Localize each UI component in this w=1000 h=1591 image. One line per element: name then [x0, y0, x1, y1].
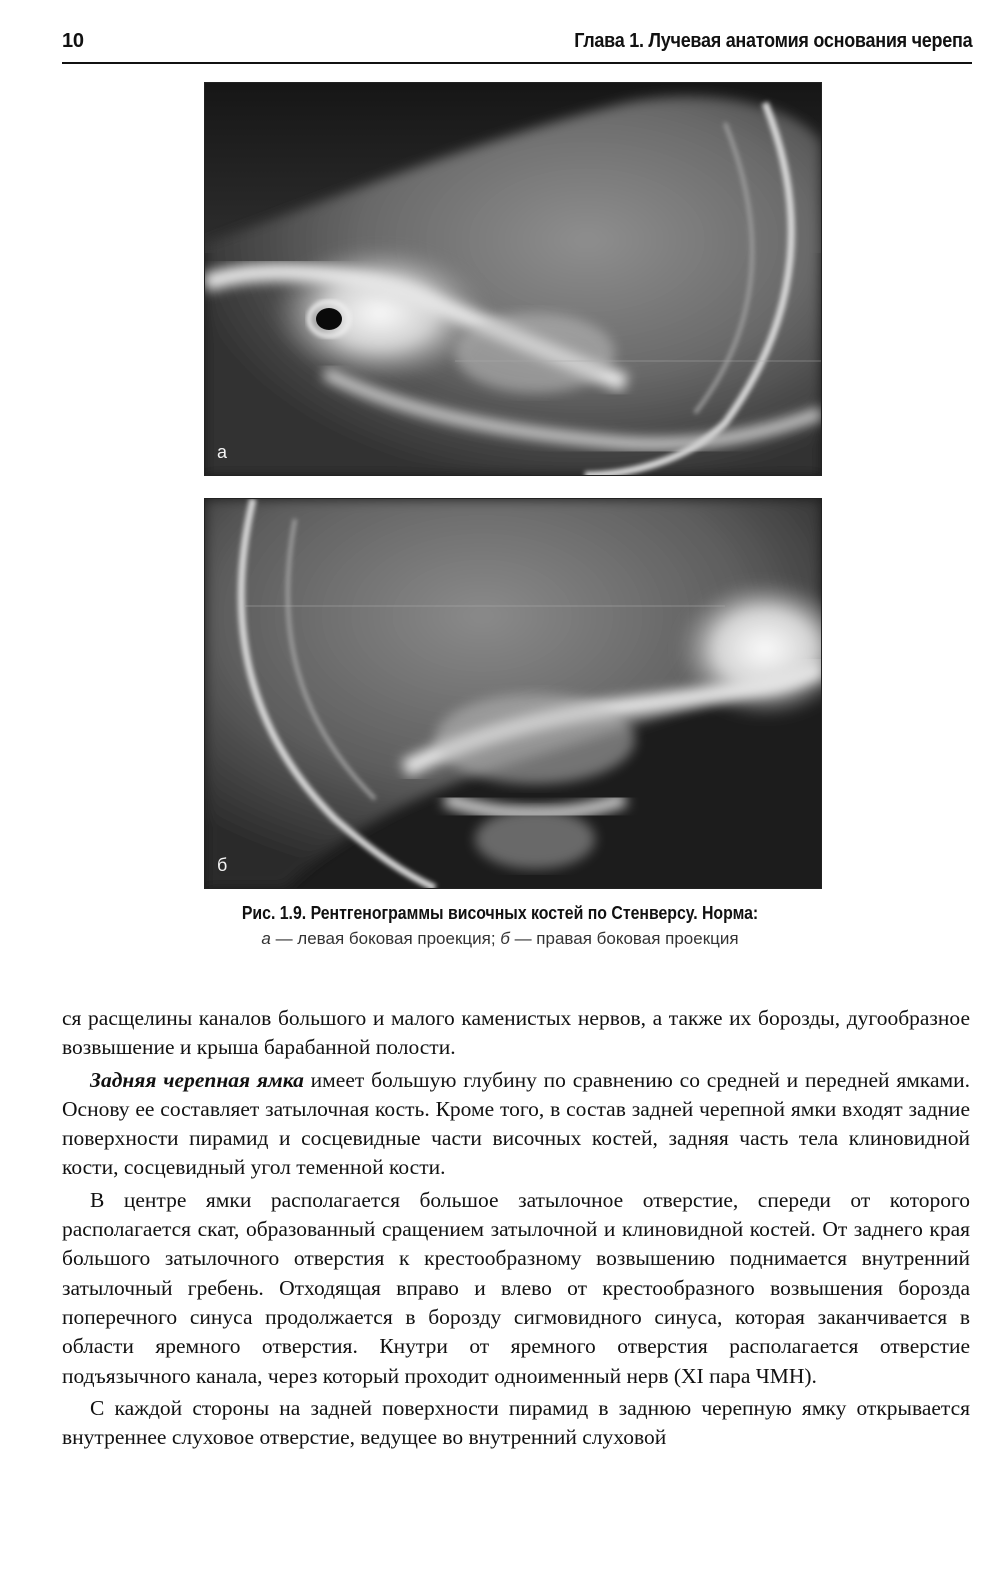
panel-label-b: б: [217, 855, 228, 875]
caption-marker-a: а: [261, 929, 271, 948]
radiograph-a-image: [205, 83, 821, 475]
radiograph-panel-b: [204, 498, 822, 889]
page-number: 10: [62, 30, 84, 52]
panel-label-a: а: [217, 442, 228, 462]
caption-title: Рис. 1.9. Рентгенограммы височных костей по Стенверсу. Норма:: [241, 903, 759, 923]
caption-description: [150, 926, 850, 952]
body-text: [62, 1004, 970, 1455]
paragraph-3: В центре ямки располагается большое затылочное отверстие, спереди от которого располагается скат, образованный сращением затылочной и клиновидной костей. От заднего края большого затылочного отверстия к крестообразному возвышению поднимается внутренний затылочный гребень. Отходящая вправо и влево от крестообразного возвышения борозда поперечного синуса продолжается в борозду сигмовидного синуса, которая заканчивается в области яремного отверстия. Кнутри от яремного отверстия располагается отверстие подъязычного канала, через который проходит одноименный нерв (XI пара ЧМН).: [62, 1187, 970, 1388]
running-head: [62, 22, 972, 64]
radiograph-panel-a: [204, 82, 822, 476]
term-posterior-cranial-fossa: Задняя черепная ямка: [90, 1067, 304, 1092]
caption-marker-b: б: [500, 929, 510, 948]
paragraph-2-text: имеет большую глубину по сравнению со средней и передней ямками. Основу ее составляет затылочная кость. Кроме того, в состав задней черепной ямки входят задние поверхности пирамид и сосцевидные части височных костей, задняя часть тела клиновидной кости, сосцевидный угол теменной кости.: [62, 1067, 970, 1180]
caption-text-a: — левая боковая проекция;: [270, 929, 501, 948]
radiograph-b-image: [205, 499, 821, 888]
caption-text-b: — правая боковая проекция: [509, 929, 739, 948]
paragraph-2: [62, 1066, 970, 1183]
paragraph-1: ся расщелины каналов большого и малого каменистых нервов, а также их борозды, дугообразное возвышение и крыша барабанной полости.: [62, 1006, 970, 1060]
figure-caption: [150, 900, 850, 952]
paragraph-4: С каждой стороны на задней поверхности пирамид в заднюю черепную ямку открывается внутреннее слуховое отверстие, ведущее во внутренний слуховой: [62, 1395, 970, 1450]
chapter-title: Глава 1. Лучевая анатомия основания черепа: [573, 30, 972, 52]
